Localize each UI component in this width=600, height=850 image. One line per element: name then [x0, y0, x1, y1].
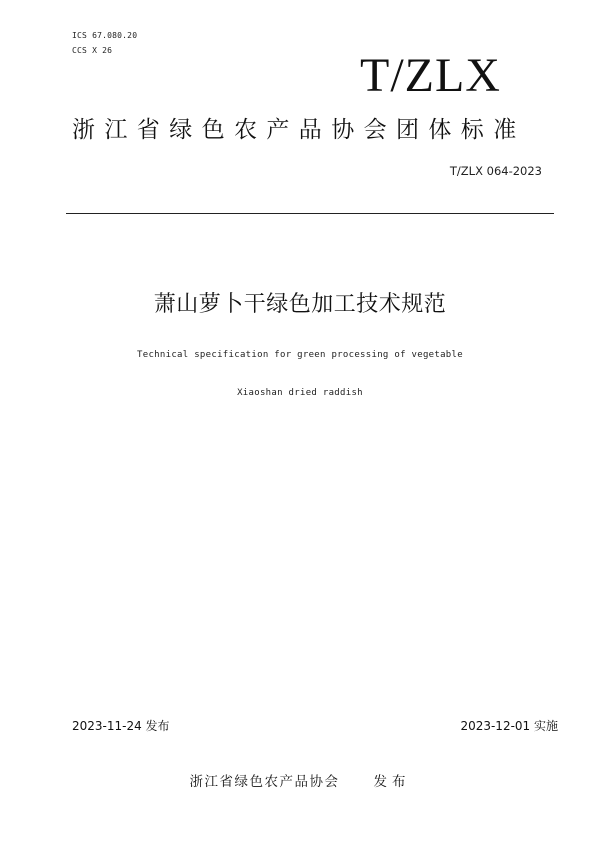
standard-logo: T/ZLX — [360, 49, 501, 102]
issue-date: 2023-11-24 发布 — [72, 719, 170, 733]
classification-codes — [72, 28, 137, 58]
header-divider — [66, 213, 554, 214]
publisher-line — [0, 771, 600, 793]
ics-code: ICS 67.080.20 — [72, 31, 138, 40]
document-title-chinese: 萧山萝卜干绿色加工技术规范 — [153, 292, 447, 317]
organization-standard-title: 浙江省绿色农产品协会团体标准 — [72, 117, 526, 143]
publisher-action: 发布 — [373, 774, 411, 790]
document-title-english-line-1: Technical specification for green processing of vegetable — [137, 350, 463, 360]
publisher-name: 浙江省绿色农产品协会 — [189, 774, 340, 790]
implementation-date: 2023-12-01 实施 — [460, 719, 558, 733]
ccs-code: CCS X 26 — [72, 46, 113, 55]
document-title-english-line-2: Xiaoshan dried raddish — [237, 388, 363, 398]
standard-number: T/ZLX 064-2023 — [449, 164, 542, 178]
